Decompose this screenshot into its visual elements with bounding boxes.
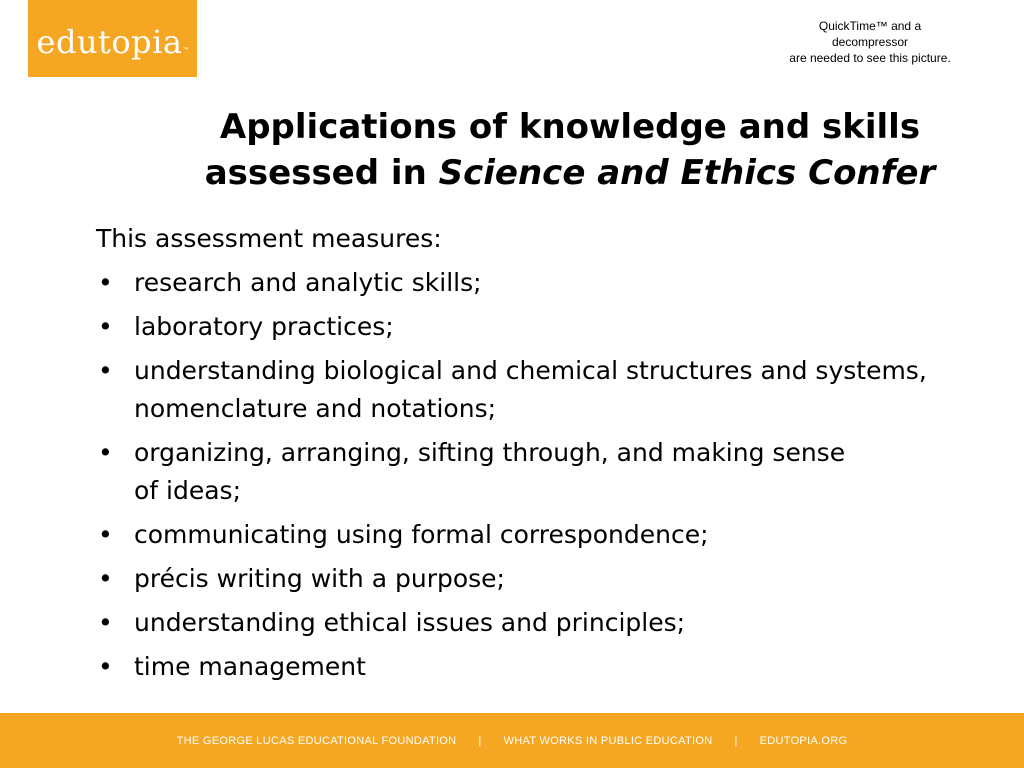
list-item <box>96 264 936 302</box>
slide-body <box>96 220 936 692</box>
list-item-text: précis writing with a purpose; <box>134 564 505 593</box>
bullet-list <box>96 264 936 686</box>
bullet-icon: • <box>98 438 113 467</box>
list-item-text: understanding ethical issues and principles; <box>134 608 686 637</box>
list-item <box>96 604 936 642</box>
slide-title <box>120 104 1020 196</box>
list-item-text: laboratory practices; <box>134 312 394 341</box>
logo-wordmark: edutopia <box>36 22 183 61</box>
title-line-2-italic: Science and Ethics Confer <box>438 153 936 193</box>
title-line-1: Applications of knowledge and skills <box>219 107 921 147</box>
list-item <box>96 516 936 554</box>
quicktime-line-1: QuickTime™ and a <box>818 19 922 33</box>
bullet-icon: • <box>98 652 113 681</box>
quicktime-line-3: are needed to see this picture. <box>789 51 951 65</box>
footer-separator: | <box>734 734 738 747</box>
footer-separator: | <box>478 734 482 747</box>
bullet-icon: • <box>98 608 113 637</box>
list-item <box>96 352 936 428</box>
logo-trademark: ™ <box>182 47 189 53</box>
list-item-text: communicating using formal correspondence; <box>134 520 709 549</box>
bullet-icon: • <box>98 268 113 297</box>
bullet-icon: • <box>98 520 113 549</box>
bullet-icon: • <box>98 356 113 385</box>
footer-foundation: THE GEORGE LUCAS EDUCATIONAL FOUNDATION <box>176 734 457 747</box>
quicktime-line-2: decompressor <box>831 35 909 49</box>
edutopia-logo <box>28 0 197 77</box>
list-item <box>96 648 936 686</box>
list-item-text: time management <box>134 652 366 681</box>
list-item <box>96 308 936 346</box>
list-item-text: research and analytic skills; <box>134 268 482 297</box>
intro-text: This assessment measures: <box>96 224 442 253</box>
list-item <box>96 560 936 598</box>
footer-site: EDUTOPIA.ORG <box>759 734 848 747</box>
footer-bar <box>0 713 1024 768</box>
footer-tagline: WHAT WORKS IN PUBLIC EDUCATION <box>503 734 713 747</box>
list-item <box>96 434 936 510</box>
title-line-2-prefix: assessed in <box>204 153 439 193</box>
quicktime-placeholder <box>760 18 980 66</box>
bullet-icon: • <box>98 564 113 593</box>
list-item-text: organizing, arranging, sifting through, and making sense of ideas; <box>134 438 846 505</box>
bullet-icon: • <box>98 312 113 341</box>
list-item-text: understanding biological and chemical structures and systems, nomenclature and notations; <box>134 356 927 423</box>
title-line-2 <box>120 150 1020 196</box>
